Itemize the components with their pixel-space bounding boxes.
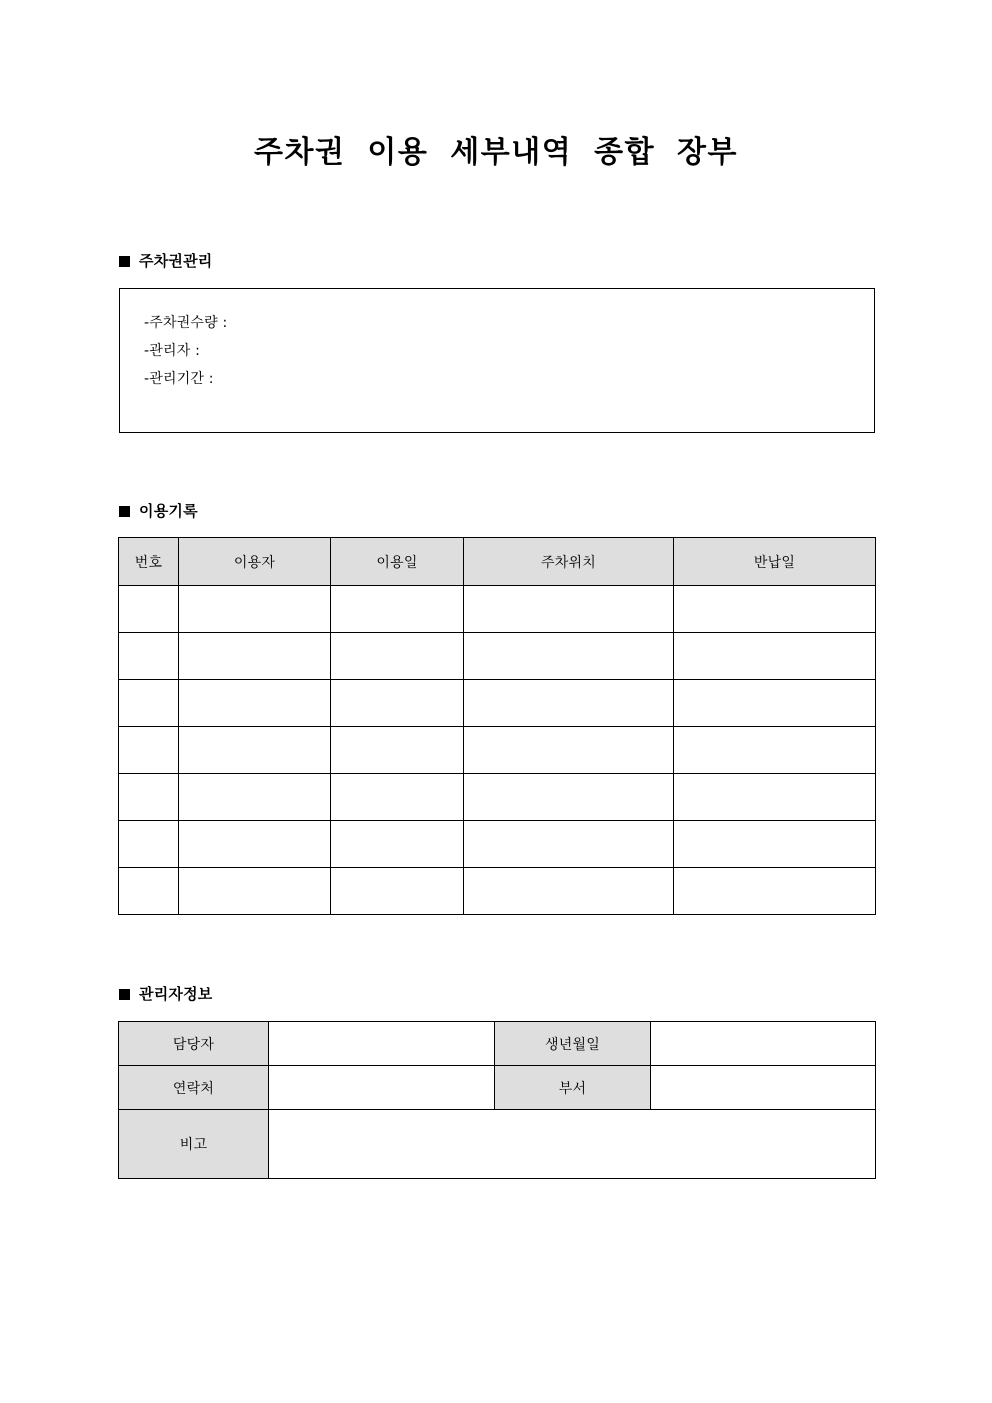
cell-number[interactable] — [119, 868, 179, 915]
cell-user[interactable] — [179, 727, 331, 774]
field-value-name[interactable] — [269, 1022, 495, 1066]
cell-use-date[interactable] — [331, 680, 464, 727]
cell-use-date[interactable] — [331, 727, 464, 774]
cell-use-date[interactable] — [331, 633, 464, 680]
usage-record-table — [118, 537, 876, 915]
cell-return-date[interactable] — [674, 633, 876, 680]
cell-use-date[interactable] — [331, 821, 464, 868]
field-label-remarks: 비고 — [119, 1110, 269, 1179]
field-value-birthdate[interactable] — [651, 1022, 876, 1066]
table-row — [119, 586, 876, 633]
ticket-field-period: -관리기간 : — [144, 371, 214, 387]
table-row — [119, 633, 876, 680]
column-header-parking-location: 주차위치 — [464, 538, 674, 586]
section-heading-usage-record — [119, 501, 198, 521]
cell-use-date[interactable] — [331, 586, 464, 633]
cell-parking-location[interactable] — [464, 868, 674, 915]
table-row — [119, 774, 876, 821]
field-label-contact: 연락처 — [119, 1066, 269, 1110]
filled-square-bullet-icon — [119, 256, 130, 267]
cell-number[interactable] — [119, 633, 179, 680]
table-row — [119, 868, 876, 915]
field-value-contact[interactable] — [269, 1066, 495, 1110]
cell-parking-location[interactable] — [464, 774, 674, 821]
cell-user[interactable] — [179, 680, 331, 727]
cell-number[interactable] — [119, 586, 179, 633]
table-header-row — [119, 538, 876, 586]
column-header-number: 번호 — [119, 538, 179, 586]
cell-return-date[interactable] — [674, 586, 876, 633]
cell-parking-location[interactable] — [464, 821, 674, 868]
cell-parking-location[interactable] — [464, 727, 674, 774]
filled-square-bullet-icon — [119, 989, 130, 1000]
field-label-department: 부서 — [495, 1066, 651, 1110]
cell-use-date[interactable] — [331, 774, 464, 821]
section-heading-ticket-management — [119, 251, 212, 271]
table-row — [119, 1110, 876, 1179]
table-row — [119, 727, 876, 774]
cell-number[interactable] — [119, 774, 179, 821]
cell-number[interactable] — [119, 727, 179, 774]
cell-user[interactable] — [179, 774, 331, 821]
cell-parking-location[interactable] — [464, 586, 674, 633]
section-heading-manager-info — [119, 984, 212, 1004]
cell-use-date[interactable] — [331, 868, 464, 915]
field-label-birthdate: 생년월일 — [495, 1022, 651, 1066]
column-header-use-date: 이용일 — [331, 538, 464, 586]
cell-number[interactable] — [119, 680, 179, 727]
cell-user[interactable] — [179, 868, 331, 915]
cell-user[interactable] — [179, 821, 331, 868]
section-heading-label: 관리자정보 — [139, 985, 213, 1003]
cell-return-date[interactable] — [674, 821, 876, 868]
section-heading-label: 이용기록 — [139, 502, 198, 520]
cell-user[interactable] — [179, 586, 331, 633]
ticket-field-manager: -관리자 : — [144, 343, 200, 359]
cell-user[interactable] — [179, 633, 331, 680]
column-header-user: 이용자 — [179, 538, 331, 586]
table-row — [119, 1066, 876, 1110]
table-row — [119, 680, 876, 727]
ticket-management-box — [119, 288, 875, 433]
page-title: 주차권 이용 세부내역 종합 장부 — [253, 135, 739, 170]
cell-parking-location[interactable] — [464, 680, 674, 727]
field-value-department[interactable] — [651, 1066, 876, 1110]
column-header-return-date: 반납일 — [674, 538, 876, 586]
cell-number[interactable] — [119, 821, 179, 868]
cell-return-date[interactable] — [674, 774, 876, 821]
cell-parking-location[interactable] — [464, 633, 674, 680]
manager-info-table — [118, 1021, 876, 1179]
cell-return-date[interactable] — [674, 727, 876, 774]
field-value-remarks[interactable] — [269, 1110, 876, 1179]
table-row — [119, 821, 876, 868]
section-heading-label: 주차권관리 — [139, 252, 213, 270]
cell-return-date[interactable] — [674, 680, 876, 727]
cell-return-date[interactable] — [674, 868, 876, 915]
ticket-field-quantity: -주차권수량 : — [144, 315, 228, 331]
table-row — [119, 1022, 876, 1066]
field-label-name: 담당자 — [119, 1022, 269, 1066]
filled-square-bullet-icon — [119, 506, 130, 517]
